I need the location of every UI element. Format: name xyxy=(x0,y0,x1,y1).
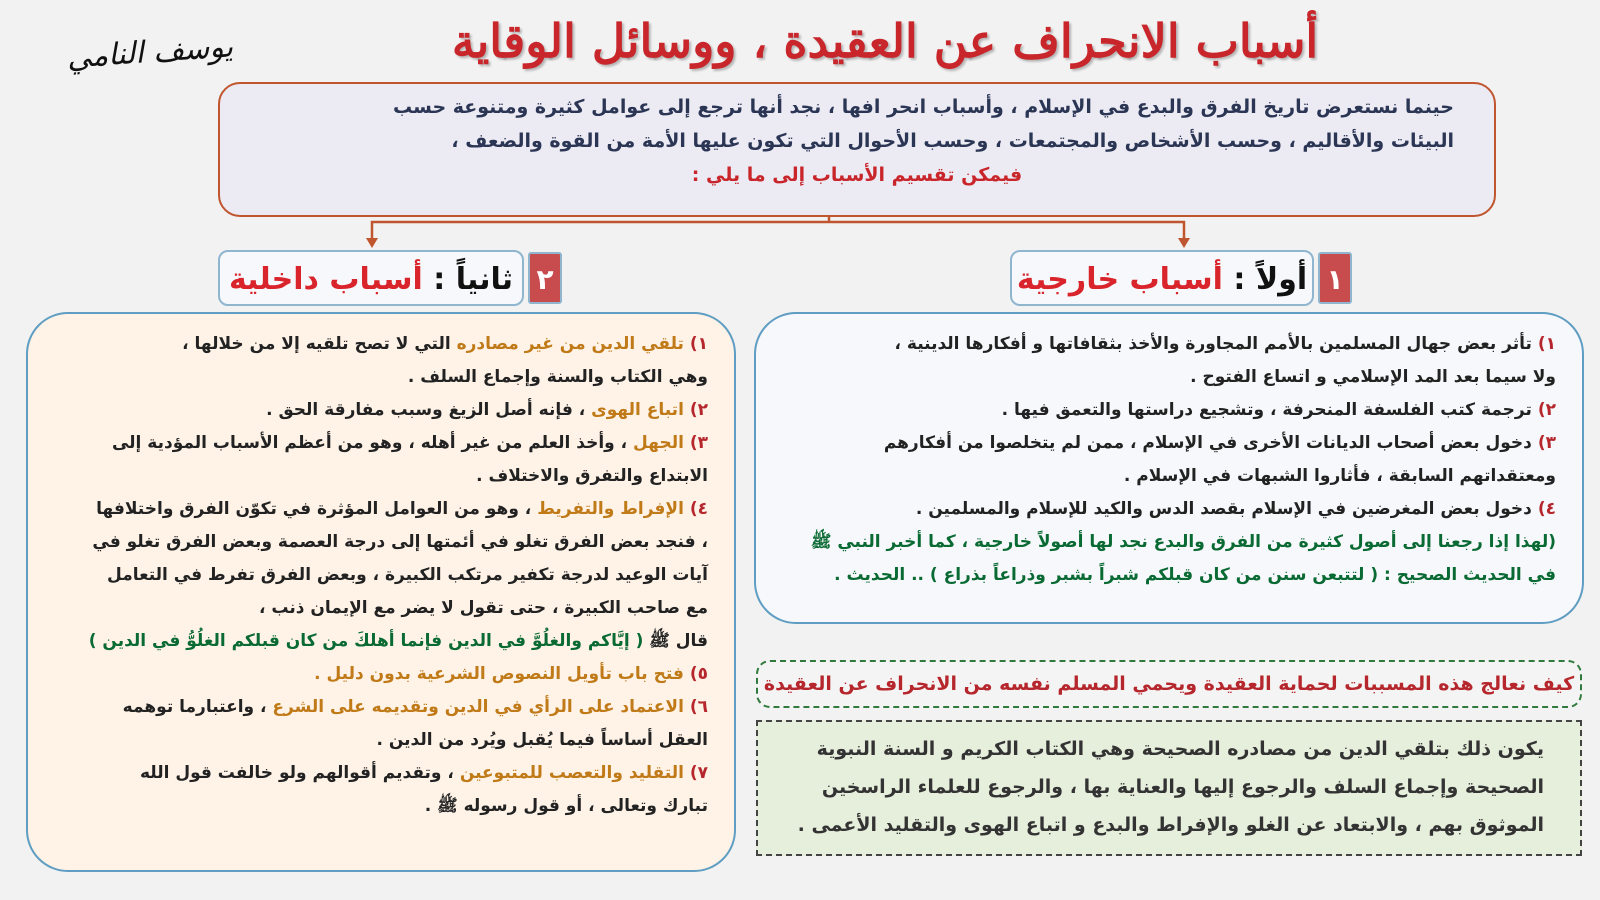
internal-item-4-cont: آيات الوعيد لدرجة تكفير مرتكب الكبيرة ، وبعض الفرق تفرط في التعامل xyxy=(107,565,708,585)
external-causes-panel xyxy=(754,312,1584,624)
intro-line-2: البيئات والأقاليم ، وحسب الأشخاص والمجتمعات ، وحسب الأحوال التي تكون عليها الأمة من القوة والضعف ، xyxy=(451,130,1454,152)
external-number-badge: ١ xyxy=(1318,252,1352,304)
internal-item-7: ٧) التقليد والتعصب للمتبوعين ، وتقديم أقوالهم ولو خالفت قول الله xyxy=(139,763,708,783)
internal-item-1: ١) تلقي الدين من غير مصادره التي لا تصح تلقيه إلا من خلالها ، xyxy=(182,334,708,354)
remedy-answer xyxy=(756,720,1582,856)
internal-kind: أسباب داخلية xyxy=(228,262,423,297)
answer-line-3: الموثوق بهم ، والابتعاد عن الغلو والإفراط والبدع و اتباع الهوى والتقليد الأعمى . xyxy=(797,814,1544,836)
remedy-question: كيف نعالج هذه المسببات لحماية العقيدة ويحمي المسلم نفسه من الانحراف عن العقيدة xyxy=(756,660,1582,708)
internal-item-1-cont: وهي الكتاب والسنة وإجماع السلف . xyxy=(407,367,708,387)
intro-conclusion: فيمكن تقسيم الأسباب إلى ما يلي : xyxy=(691,164,1023,186)
internal-number-badge: ٢ xyxy=(528,252,562,304)
connector-line xyxy=(372,222,1184,244)
author-signature: يوسف النامي xyxy=(65,29,235,76)
external-item: ١) تأثر بعض جهال المسلمين بالأمم المجاورة والأخذ بثقافاتها و أفكارها الدينية ، xyxy=(894,334,1556,354)
intro-line-1: حينما نستعرض تاريخ الفرق والبدع في الإسلام ، وأسباب انحر افها ، نجد أنها ترجع إلى عوامل كثيرة ومتنوعة حسب xyxy=(393,96,1454,118)
internal-item-7-cont: تبارك وتعالى ، أو قول رسوله ﷺ . xyxy=(424,796,708,816)
external-item: ٢) ترجمة كتب الفلسفة المنحرفة ، وتشجيع دراستها والتعمق فيها . xyxy=(1001,400,1556,420)
external-item: ٣) دخول بعض أصحاب الديانات الأخرى في الإسلام ، ممن لم يتخلصوا من أفكارهم xyxy=(883,433,1556,453)
internal-item-6: ٦) الاعتماد على الرأي في الدين وتقديمه على الشرع ، واعتبارما توهمه xyxy=(122,697,708,717)
external-item: ولا سيما بعد المد الإسلامي و اتساع الفتوح . xyxy=(1190,367,1556,387)
external-heading xyxy=(1010,250,1314,306)
internal-hadith: قال ﷺ ( إيَّاكم والغلُوَّ في الدين فإنما أهلكَ من كان قبلكم الغلُوُّ في الدين ) xyxy=(88,631,708,651)
external-item: ٤) دخول بعض المغرضين في الإسلام بقصد الدس والكيد للإسلام والمسلمين . xyxy=(915,499,1556,519)
internal-item-5: ٥) فتح باب تأويل النصوص الشرعية بدون دليل . xyxy=(314,664,708,684)
internal-causes-panel xyxy=(26,312,736,872)
internal-heading xyxy=(218,250,524,306)
external-item: ومعتقداتهم السابقة ، فأثاروا الشبهات في الإسلام . xyxy=(1123,466,1556,486)
external-kind: أسباب خارجية xyxy=(1016,262,1223,297)
page-title: أسباب الانحراف عن العقيدة ، ووسائل الوقاية xyxy=(451,14,1319,68)
external-ordinal: أولاً : xyxy=(1233,262,1308,297)
internal-item-3-cont: الابتداع والتفرق والاختلاف . xyxy=(476,466,708,486)
internal-ordinal: ثانياً : xyxy=(433,262,514,297)
answer-line-2: الصحيحة وإجماع السلف والرجوع إليها والعناية بها ، والرجوع للعلماء الراسخين xyxy=(821,776,1544,798)
internal-item-6-cont: العقل أساساً فيما يُقبل ويُرد من الدين . xyxy=(376,730,708,750)
external-note-line-2: في الحديث الصحيح : ( لتتبعن سنن من كان قبلكم شبراً بشبر وذراعاً بذراع ) .. الحديث . xyxy=(834,565,1556,585)
intro-box xyxy=(218,82,1496,217)
answer-line-1: يكون ذلك بتلقي الدين من مصادره الصحيحة وهي الكتاب الكريم و السنة النبوية xyxy=(816,738,1544,760)
internal-item-4-cont: مع صاحب الكبيرة ، حتى تقول لا يضر مع الإيمان ذنب ، xyxy=(259,598,708,618)
arrow-left-icon xyxy=(366,238,378,248)
internal-item-3: ٣) الجهل ، وأخذ العلم من غير أهله ، وهو من أعظم الأسباب المؤدية إلى xyxy=(111,433,708,453)
external-note-line-1: (لهذا إذا رجعنا إلى أصول كثيرة من الفرق والبدع نجد لها أصولاً خارجية ، كما أخبر النبي ﷺ xyxy=(810,532,1556,552)
arrow-right-icon xyxy=(1178,238,1190,248)
internal-item-4: ٤) الإفراط والتفريط ، وهو من العوامل المؤثرة في تكوّن الفرق واختلافها xyxy=(96,499,708,519)
internal-item-4-cont: ، فنجد بعض الفرق تغلو في أئمتها إلى درجة العصمة وبعض الفرق تغلو في xyxy=(92,532,708,552)
internal-item-2: ٢) اتباع الهوى ، فإنه أصل الزيغ وسبب مفارقة الحق . xyxy=(266,400,708,420)
